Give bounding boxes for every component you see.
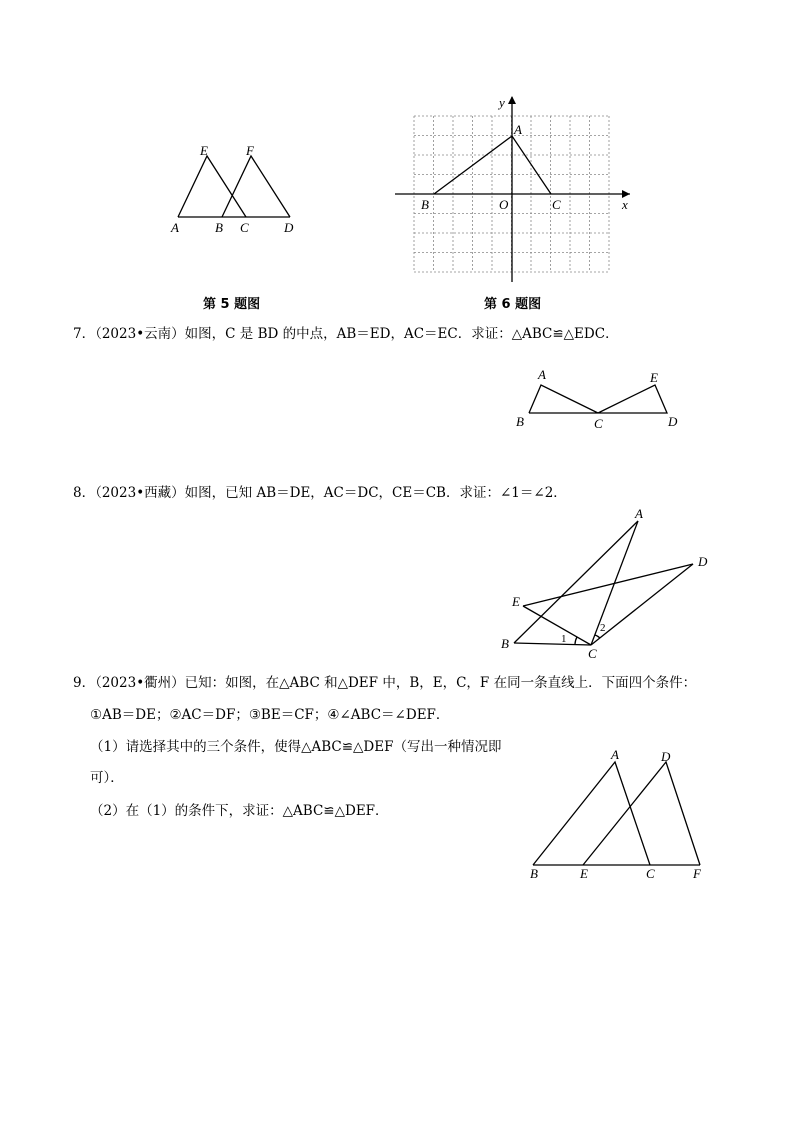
y-axis-arrow (508, 96, 516, 104)
label-f: F (693, 866, 701, 881)
problem-9-part-1-line-2: 可）． (90, 770, 124, 786)
segment-ec (523, 606, 591, 645)
problem-7-statement (73, 324, 619, 344)
label-c: C (594, 416, 603, 431)
figure-6-caption: 第 6 题图 (484, 297, 542, 312)
problem-9-part-2: （2）在（1）的条件下，求证：△ABC≌△DEF． (90, 803, 389, 819)
problem-number: 8． (73, 485, 96, 501)
label-a: A (611, 747, 619, 762)
figure-8 (495, 505, 715, 665)
label-a: A (171, 220, 179, 235)
label-d: D (661, 749, 671, 764)
figure-5 (160, 140, 310, 240)
label-a: A (514, 122, 522, 137)
problem-source: （2023•云南） (95, 326, 185, 342)
triangle-abc (529, 385, 598, 413)
label-b: B (501, 636, 509, 651)
problem-source: （2023•衢州） (95, 675, 185, 691)
figure-6 (390, 92, 640, 287)
problem-number: 9． (73, 675, 96, 691)
label-b: B (516, 414, 524, 429)
label-d: D (284, 220, 294, 235)
problem-8-statement (73, 483, 567, 503)
label-b: B (215, 220, 223, 235)
problem-number: 7． (73, 326, 96, 342)
angle-2-arc (595, 635, 600, 638)
label-b: B (421, 197, 429, 212)
label-c: C (646, 866, 655, 881)
label-e: E (580, 866, 588, 881)
label-a: A (635, 506, 643, 521)
triangle-def (583, 762, 700, 865)
problem-9-statement (73, 673, 696, 693)
angle-1-label: 1 (561, 633, 567, 645)
problem-9-part-1-line-1: （1）请选择其中的三个条件，使得△ABC≌△DEF（写出一种情况即 (90, 739, 502, 755)
problem-9-conditions: ①AB＝DE；②AC＝DF；③BE＝CF；④∠ABC＝∠DEF． (90, 707, 450, 723)
figure-9 (520, 745, 715, 885)
triangle-abc (533, 762, 650, 865)
triangle-edc (598, 385, 667, 413)
label-y: y (499, 95, 505, 110)
label-e: E (200, 143, 208, 158)
angle-1-arc (575, 637, 577, 644)
triangle-abc (434, 136, 551, 194)
label-d: D (668, 414, 678, 429)
figure-5-caption: 第 5 题图 (203, 297, 261, 312)
label-c: C (240, 220, 249, 235)
label-a: A (538, 367, 546, 382)
label-e: E (512, 594, 520, 609)
label-d: D (698, 554, 708, 569)
label-b: B (530, 866, 538, 881)
label-x: x (622, 197, 628, 212)
label-c: C (552, 197, 561, 212)
angle-2-label: 2 (600, 622, 606, 634)
problem-source: （2023•西藏） (95, 485, 185, 501)
triangle-bfd (222, 156, 290, 217)
label-c: C (588, 646, 597, 661)
segment-bc (514, 643, 591, 645)
label-e: E (650, 370, 658, 385)
problem-intro: 已知：如图，在△ABC 和△DEF 中，B，E，C，F 在同一条直线上．下面四个条件： (184, 675, 697, 691)
problem-text: 如图，已知 AB＝DE，AC＝DC，CE＝CB．求证：∠1＝∠2． (184, 485, 567, 501)
label-f: F (246, 143, 254, 158)
figure-7 (510, 365, 685, 435)
label-o: O (499, 197, 509, 212)
problem-text: 如图，C 是 BD 的中点，AB＝ED，AC＝EC．求证：△ABC≌△EDC． (184, 326, 619, 342)
